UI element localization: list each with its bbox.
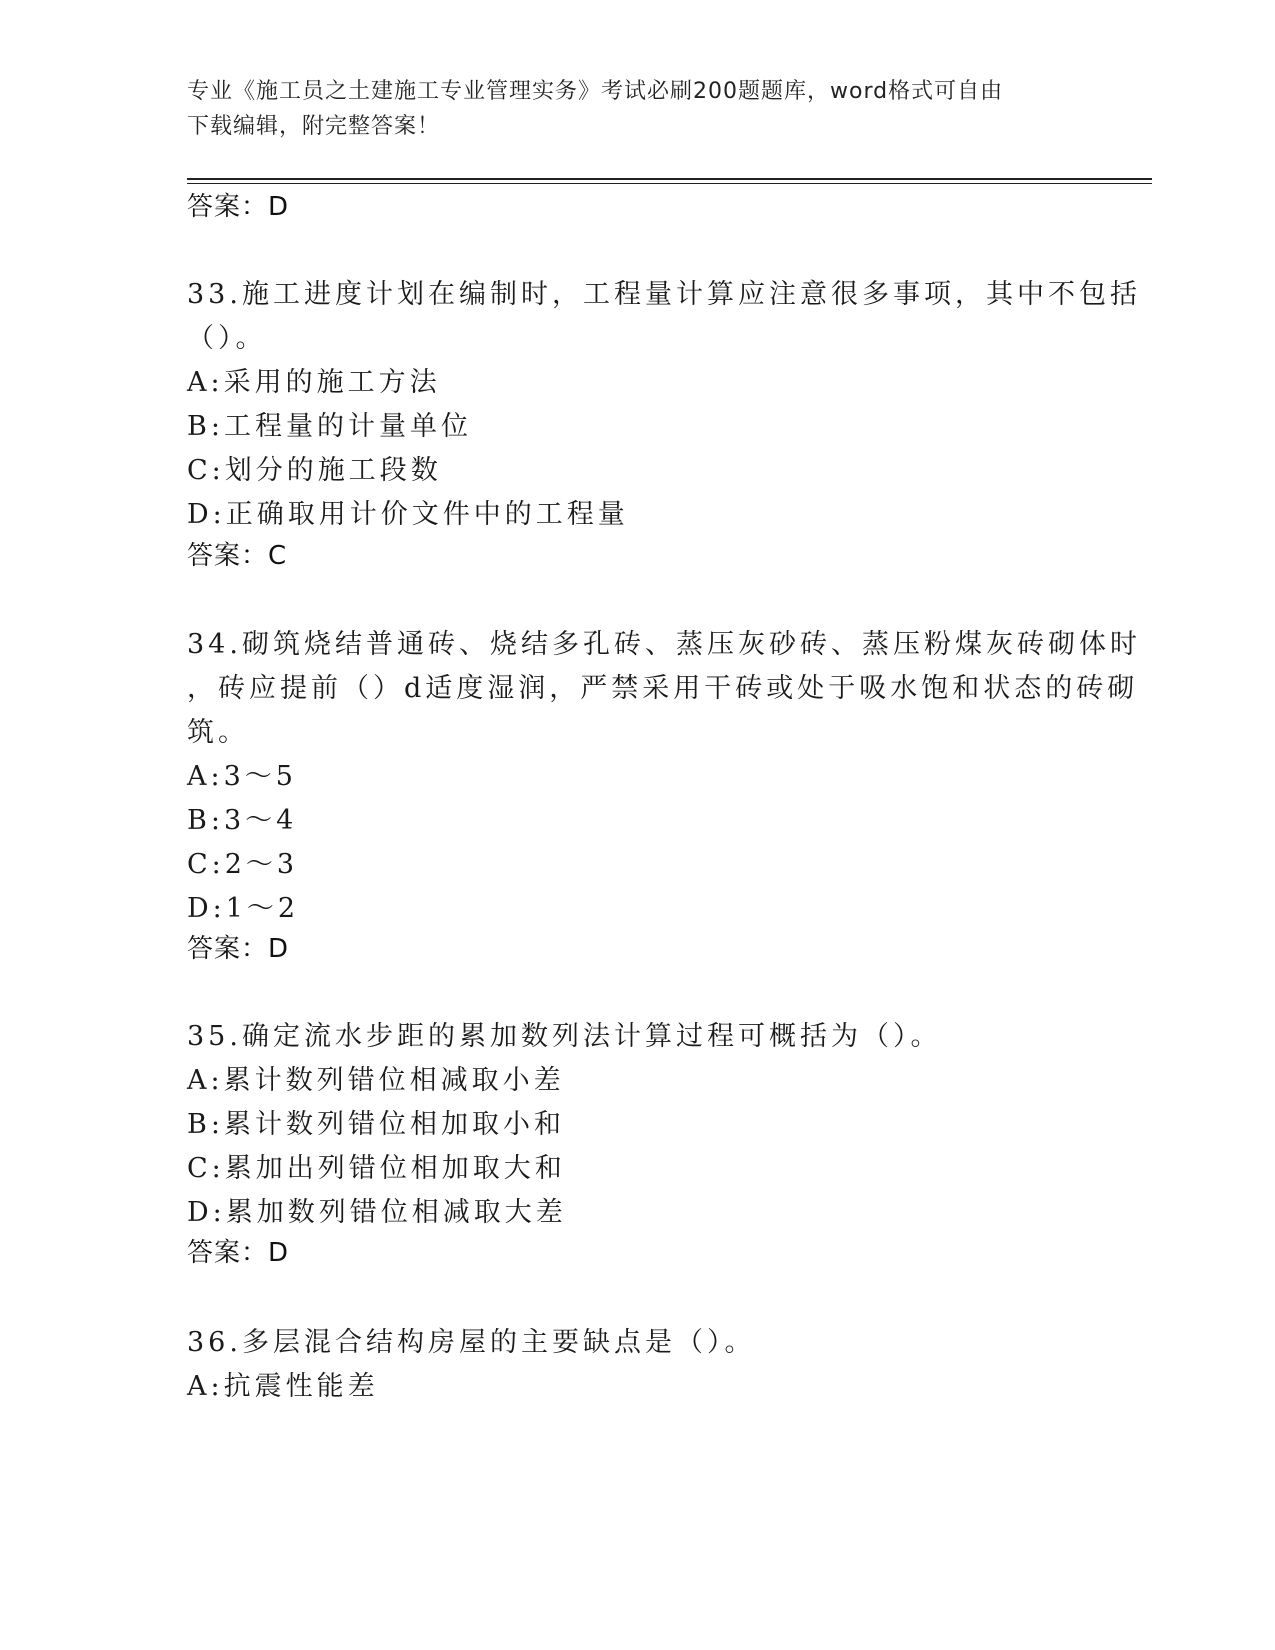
- question-34-option-a: A:3～5: [187, 761, 297, 792]
- question-34-option-c: C:2～3: [187, 849, 299, 880]
- question-36-stem-line-1: 36.多层混合结构房屋的主要缺点是（）。: [187, 1327, 756, 1358]
- header-divider-thin: [187, 183, 1152, 184]
- document-header: [187, 74, 1067, 144]
- question-35-answer: 答案：D: [187, 1238, 290, 1268]
- question-33-option-c: C:划分的施工段数: [187, 455, 442, 486]
- previous-answer: 答案：D: [187, 192, 290, 222]
- question-35-stem-line-1: 35.确定流水步距的累加数列法计算过程可概括为（）。: [187, 1021, 942, 1052]
- question-34-stem-line-1: 34.砌筑烧结普通砖、烧结多孔砖、蒸压灰砂砖、蒸压粉煤灰砖砌体时: [187, 629, 1141, 660]
- question-35-option-c: C:累加出列错位相加取大和: [187, 1153, 566, 1184]
- question-34-stem-line-3: 筑。: [187, 717, 249, 748]
- header-line-2: 下载编辑，附完整答案！: [187, 114, 441, 139]
- question-35-option-b: B:累计数列错位相加取小和: [187, 1109, 565, 1140]
- question-34-option-b: B:3～4: [187, 805, 298, 836]
- question-34-answer: 答案：D: [187, 934, 290, 964]
- question-33-stem-line-2: （）。: [187, 323, 267, 354]
- question-33-option-d: D:正确取用计价文件中的工程量: [187, 499, 629, 530]
- question-35-option-a: A:累计数列错位相减取小差: [187, 1065, 565, 1096]
- question-34-option-d: D:1～2: [187, 893, 300, 924]
- question-35-option-d: D:累加数列错位相减取大差: [187, 1197, 567, 1228]
- question-33-stem-line-1: 33.施工进度计划在编制时，工程量计算应注意很多事项，其中不包括: [187, 279, 1141, 310]
- header-divider-thick: [187, 178, 1152, 180]
- question-34-stem-line-2: ，砖应提前（）d适度湿润，严禁采用干砖或处于吸水饱和状态的砖砌: [187, 673, 1139, 704]
- question-33-option-b: B:工程量的计量单位: [187, 411, 472, 442]
- question-33-answer: 答案：C: [187, 541, 288, 571]
- header-line-1: 专业《施工员之土建施工专业管理实务》考试必刷200题题库，word格式可自由: [187, 79, 1004, 104]
- question-36-option-a: A:抗震性能差: [187, 1371, 379, 1402]
- question-33-option-a: A:采用的施工方法: [187, 367, 441, 398]
